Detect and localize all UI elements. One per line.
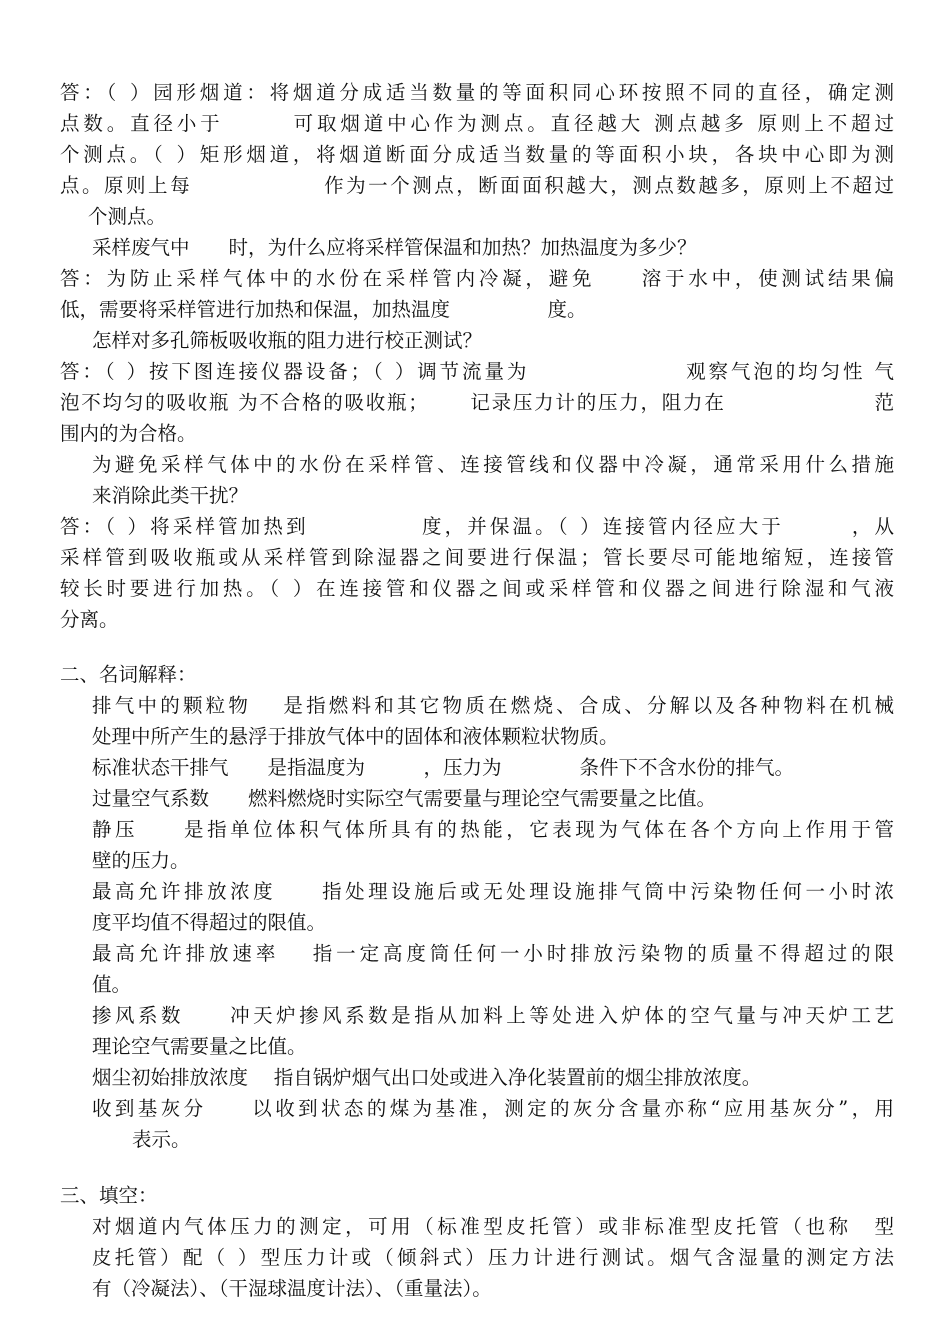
answer-1-line-3: 个测点。（ ）矩形烟道，将烟道断面分成适当数量的等面积小块，各块中心即为测 — [60, 143, 894, 166]
term-8-line-1: 烟尘初始排放浓度 指自锅炉烟气出口处或进入净化装置前的烟尘排放浓度。 — [92, 1066, 762, 1089]
answer-4-line-3: 较长时要进行加热。（ ）在连接管和仪器之间或采样管和仪器之间进行除湿和气液 — [60, 577, 894, 600]
term-9-line-2: 表示。 — [132, 1128, 191, 1151]
answer-1-line-1: 答：（ ）园形烟道：将烟道分成适当数量的等面积同心环按照不同的直径，确定测 — [60, 81, 894, 104]
question-2: 采样废气中 时，为什么应将采样管保温和加热？加热温度为多少？ — [92, 236, 697, 259]
answer-4-line-2: 采样管到吸收瓶或从采样管到除湿器之间要进行保温；管长要尽可能地缩短，连接管 — [60, 546, 894, 569]
answer-3-line-2: 泡不均匀的吸收瓶 为不合格的吸收瓶； 记录压力计的压力，阻力在 范 — [60, 391, 894, 414]
answer-2-line-1: 答：为防止采样气体中的水份在采样管内冷凝，避免 溶于水中，使测试结果偏 — [60, 267, 894, 290]
answer-3-line-1: 答：（ ）按下图连接仪器设备；（ ）调节流量为 观察气泡的均匀性 气 — [60, 360, 894, 383]
term-1-line-1: 排气中的颗粒物 是指燃料和其它物质在燃烧、合成、分解以及各种物料在机械 — [92, 694, 894, 717]
term-4-line-1: 静压 是指单位体积气体所具有的热能，它表现为气体在各个方向上作用于管 — [92, 818, 894, 841]
answer-1-line-5: 个测点。 — [88, 205, 167, 228]
answer-3-line-3: 围内的为合格。 — [60, 422, 197, 445]
question-3: 怎样对多孔筛板吸收瓶的阻力进行校正测试？ — [92, 329, 483, 352]
term-1-line-2: 处理中所产生的悬浮于排放气体中的固体和液体颗粒状物质。 — [92, 725, 619, 748]
answer-1-line-4: 点。原则上每 作为一个测点，断面面积越大，测点数越多，原则上不超过 — [60, 174, 894, 197]
fill-1-line-3: 有（冷凝法）、（干湿球温度计法）、（重量法）。 — [92, 1277, 492, 1300]
term-3-line-1: 过量空气系数 燃料燃烧时实际空气需要量与理论空气需要量之比值。 — [92, 787, 717, 810]
term-7-line-1: 掺风系数 冲天炉掺风系数是指从加料上等处进入炉体的空气量与冲天炉工艺 — [92, 1004, 894, 1027]
term-2-line-1: 标准状态干排气 是指温度为 ，压力为 条件下不含水份的排气。 — [92, 756, 795, 779]
term-9-line-1: 收到基灰分 以收到状态的煤为基准，测定的灰分含量亦称“应用基灰分”，用 — [92, 1097, 894, 1120]
answer-4-line-1: 答：（ ）将采样管加热到 度，并保温。（ ）连接管内径应大于 ，从 — [60, 515, 894, 538]
term-6-line-2: 值。 — [92, 973, 132, 996]
question-4-line-1: 为避免采样气体中的水份在采样管、连接管线和仪器中冷凝，通常采用什么措施 — [92, 453, 894, 476]
answer-2-line-2: 低，需要将采样管进行加热和保温，加热温度 度。 — [60, 298, 587, 321]
question-4-line-2: 来消除此类干扰？ — [92, 484, 249, 507]
answer-4-line-4: 分离。 — [60, 608, 119, 631]
section-3-heading: 三、填空： — [60, 1184, 158, 1207]
answer-1-line-2: 点数。直径小于 可取烟道中心作为测点。直径越大 测点越多 原则上不超过 — [60, 112, 894, 135]
term-6-line-1: 最高允许排放速率 指一定高度筒任何一小时排放污染物的质量不得超过的限 — [92, 942, 894, 965]
term-5-line-1: 最高允许排放浓度 指处理设施后或无处理设施排气筒中污染物任何一小时浓 — [92, 880, 894, 903]
fill-1-line-1: 对烟道内气体压力的测定，可用（标准型皮托管）或非标准型皮托管（也称 型 — [92, 1215, 894, 1238]
section-2-heading: 二、名词解释： — [60, 663, 197, 686]
term-4-line-2: 壁的压力。 — [92, 849, 190, 872]
fill-1-line-2: 皮托管）配（ ）型压力计或（倾斜式）压力计进行测试。烟气含湿量的测定方法 — [92, 1246, 894, 1269]
term-7-line-2: 理论空气需要量之比值。 — [92, 1035, 307, 1058]
term-5-line-2: 度平均值不得超过的限值。 — [92, 911, 327, 934]
